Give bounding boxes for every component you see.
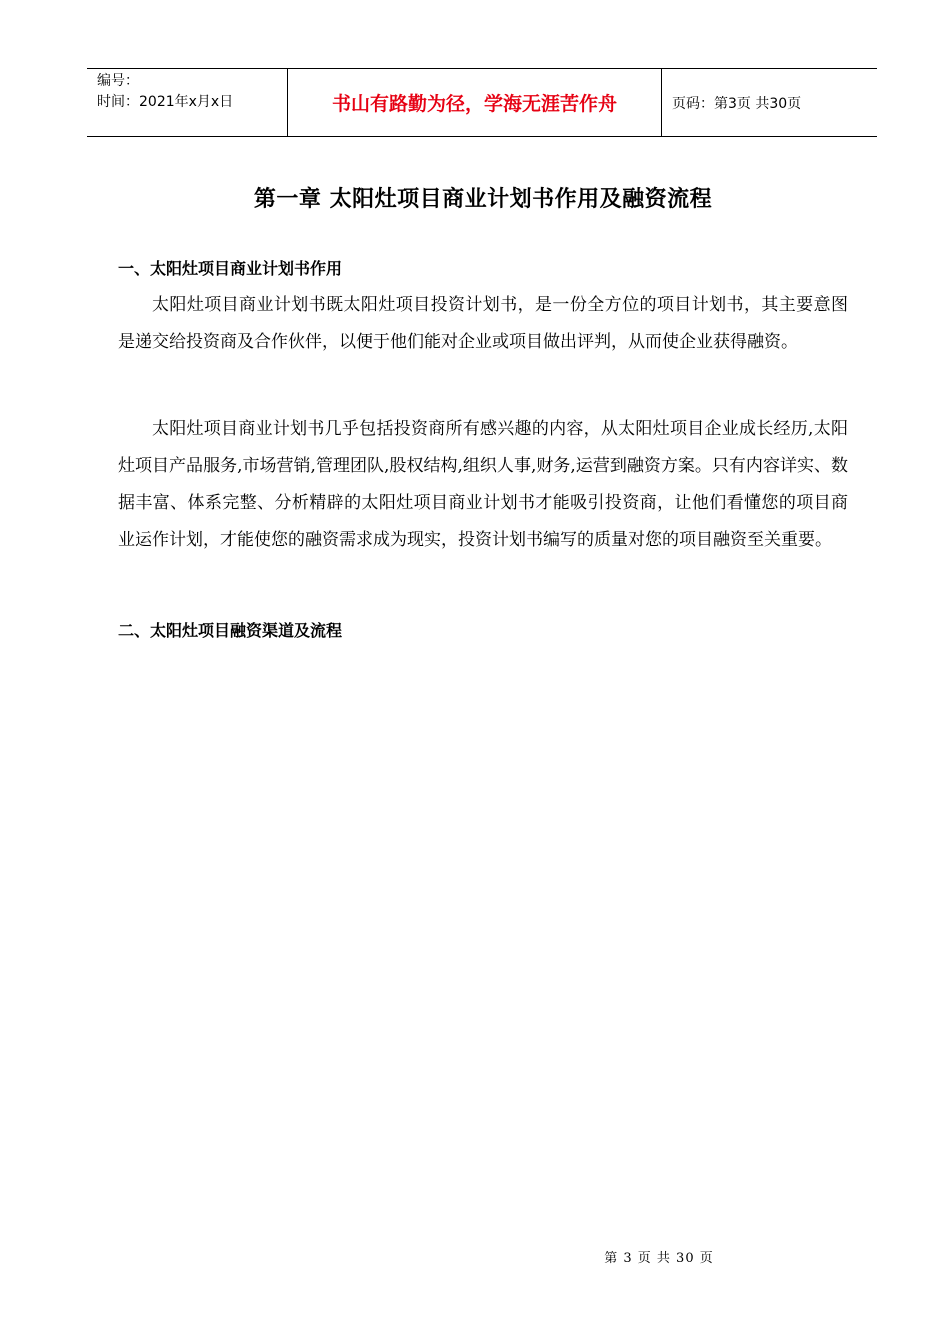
document-time-label: 时间：2021年x月x日 (97, 94, 234, 110)
paragraph-1: 太阳灶项目商业计划书既太阳灶项目投资计划书，是一份全方位的项目计划书，其主要意图是递交给投资商及合作伙伴，以便于他们能对企业或项目做出评判，从而使企业获得融资。 (118, 295, 848, 352)
header-motto: 书山有路勤为径，学海无涯苦作舟 (331, 93, 617, 115)
header-page-info: 页码：第3页 共30页 (672, 95, 802, 112)
page-footer: 第 3 页 共 30 页 (604, 1251, 714, 1266)
section-heading-1: 一、太阳灶项目商业计划书作用 (118, 259, 343, 278)
header-motto-cell (288, 69, 662, 136)
section-heading-2: 二、太阳灶项目融资渠道及流程 (118, 621, 343, 640)
paragraph-2: 太阳灶项目商业计划书几乎包括投资商所有感兴趣的内容，从太阳灶项目企业成长经历,太阳灶项目产品服务,市场营销,管理团队,股权结构,组织人事,财务,运营到融资方案。只有内容详实、数据丰富、体系完整、分析精辟的太阳灶项目商业计划书才能吸引投资商，让他们看懂您的项目商业运作计划，才能使您的融资需求成为现实，投资计划书编写的质量对您的项目融资至关重要。 (118, 419, 848, 550)
header-meta-cell (87, 69, 288, 136)
document-number-label: 编号： (97, 73, 139, 89)
header-page-cell (662, 69, 877, 136)
page-header (87, 68, 877, 137)
chapter-title: 第一章 太阳灶项目商业计划书作用及融资流程 (253, 187, 713, 212)
